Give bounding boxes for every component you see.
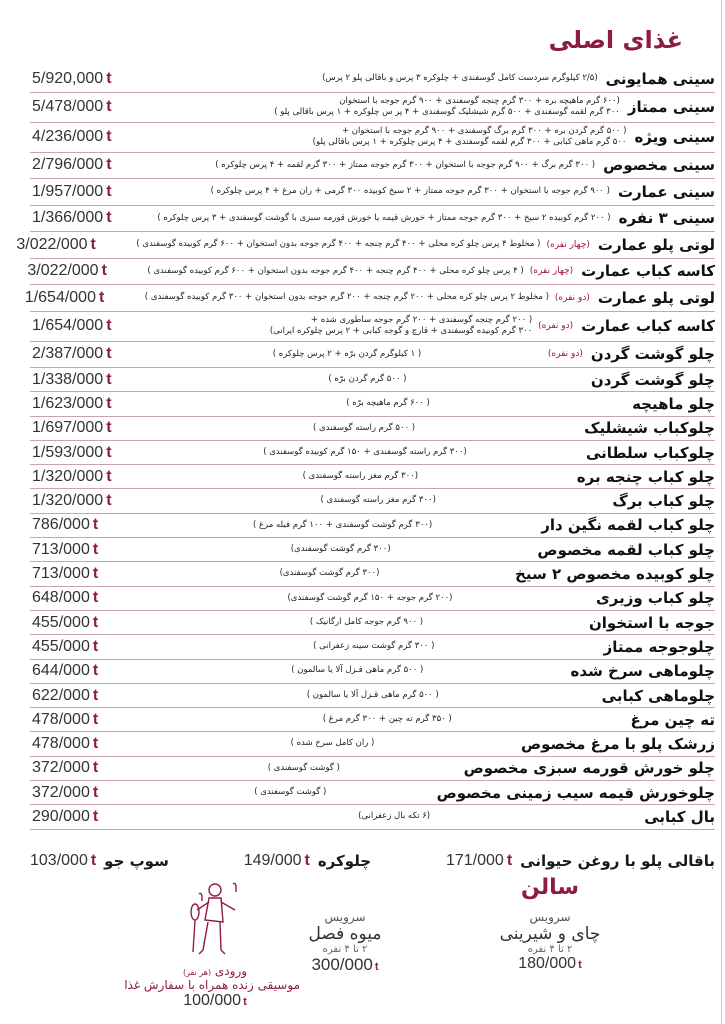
price-value: 1/320/000 — [32, 467, 104, 485]
description-line: ( مخلوط ۲ پرس چلو کره محلی + ۲۰۰ گرم چنجه + ۲۰۰ گرم جوجه بدون استخوان + ۳۰۰ گرم کوبیده گوسفندی ) — [144, 292, 549, 303]
menu-item-description — [152, 787, 429, 798]
menu-item-row — [30, 465, 715, 489]
currency-icon: t — [106, 443, 112, 461]
menu-item-name: چلو کباب برگ — [612, 492, 715, 511]
menu-item-price — [30, 468, 152, 486]
menu-item-description — [152, 690, 594, 701]
currency-icon: t — [106, 370, 112, 388]
menu-item-row — [30, 489, 715, 513]
currency-icon: t — [98, 288, 105, 306]
menu-item-description — [152, 186, 610, 197]
price-value: 455/000 — [32, 613, 90, 631]
price-value: 478/000 — [32, 735, 90, 753]
page-edge-divider — [721, 0, 722, 1024]
menu-item-description — [152, 763, 456, 774]
menu-item-name: جوجه با استخوان — [588, 613, 715, 632]
menu-item-description — [147, 266, 523, 277]
currency-icon: t — [92, 516, 99, 534]
menu-item-name: چلوماهی سرخ شده — [570, 662, 715, 681]
price-value: 1/957/000 — [32, 182, 104, 200]
menu-item-row — [30, 368, 715, 392]
description-line: (۶۰۰ گرم ماهیچه بره + ۳۰۰ گرم چنجه گوسفندی + ۹۰۰ گرم جوجه با استخوان — [339, 95, 620, 106]
menu-item-description — [152, 471, 569, 482]
entry-text: ورودی — [214, 964, 248, 978]
menu-item-price — [23, 289, 145, 307]
currency-icon: t — [92, 783, 99, 801]
tea-price-value: 180/000 — [518, 955, 577, 972]
menu-item-price — [30, 711, 152, 729]
price-value: 1/593/000 — [32, 443, 104, 461]
currency-icon: t — [106, 492, 112, 510]
description-line: (۳۰۰ گرم گوشت گوسفندی) — [290, 543, 391, 554]
menu-item-price — [30, 589, 152, 607]
price-value: 372/000 — [32, 783, 90, 801]
menu-item-name: چلو گوشت گردن — [590, 345, 715, 364]
description-line: ( ۹۰۰ گرم جوجه با استخوان + ۳۰۰ گرم جوجه ممتاز + ۲ سیخ کوبیده ۳۰۰ گرمی + ران مرغ + ۴ پرس چلوکره ) — [210, 186, 610, 197]
currency-icon: t — [106, 128, 112, 145]
fruit-service-name: میوه فصل — [308, 924, 382, 944]
menu-item-name: چلوجوجه ممتاز — [603, 637, 715, 656]
description-line: ۳۰۰ گرم لقمه گوسفندی + ۵۰۰ گرم شیشلیک گوسفندی + ۴ پر س چلوکره + ۱ پرس باقالی پلو ) — [274, 107, 620, 117]
side-dish-name: سوپ جو — [104, 852, 169, 870]
serving-size-tag: (دو نفره) — [547, 349, 583, 360]
side-dish-name: باقالی پلو با روغن حیوانی — [520, 852, 715, 870]
currency-icon: t — [92, 565, 99, 583]
menu-item-name: لوتی پلو عمارت — [597, 235, 715, 254]
price-value: 1/697/000 — [32, 419, 104, 437]
menu-item-row — [30, 514, 715, 538]
side-dish-price — [446, 852, 512, 870]
menu-item-description — [152, 374, 583, 385]
menu-item-name: سینی عمارت — [617, 182, 715, 201]
price-value: 644/000 — [32, 662, 90, 680]
currency-icon: t — [106, 345, 112, 363]
menu-item-description — [152, 617, 581, 628]
menu-item-row — [30, 684, 715, 708]
currency-icon: t — [92, 759, 99, 777]
menu-item-name: چلو کباب وزیری — [595, 589, 715, 608]
menu-item-price — [30, 395, 152, 413]
tea-service-price — [450, 955, 650, 973]
menu-item-price — [30, 209, 152, 227]
description-line: ۵۰۰ گرم ماهی کبابی + ۳۰۰ گرم لقمه گوسفندی + ۴ پرس چلوکره + ۱ پرس باقالی پلو) — [312, 137, 627, 147]
tea-service-count: ۲ تا ۴ نفره — [527, 944, 573, 955]
menu-item-description — [152, 213, 611, 224]
description-line: ( ۲۰۰ گرم چنجه گوسفندی + ۲۰۰ گرم جوجه ساطوری شده + — [310, 314, 533, 325]
currency-icon: t — [92, 662, 99, 680]
menu-item-row — [30, 417, 715, 441]
menu-item-name: لوتی پلو عمارت — [597, 288, 715, 307]
currency-icon: t — [106, 98, 112, 115]
menu-item-row — [30, 179, 715, 206]
menu-item-name: سینی ویژه — [634, 128, 715, 146]
description-line: (۲۰۰ گرم جوجه + ۱۵۰ گرم گوشت گوسفندی) — [287, 592, 453, 603]
menu-item-row — [30, 708, 715, 732]
tea-service-name: چای و شیرینی — [499, 924, 601, 944]
price-value: 1/654/000 — [32, 317, 104, 334]
serving-size-tag: (چهار نفره) — [546, 239, 590, 250]
currency-icon: t — [106, 317, 112, 334]
currency-icon: t — [92, 589, 99, 607]
menu-item-row — [30, 805, 715, 829]
description-line: ( ۵۰۰ گرم ماهی قـزل آلا یا سالمون ) — [306, 689, 439, 700]
menu-item-row — [30, 312, 715, 342]
menu-item-price — [30, 614, 152, 632]
currency-icon: t — [92, 540, 99, 558]
menu-item-description — [152, 714, 623, 725]
salon-title: سالن — [521, 875, 579, 900]
menu-item-price — [30, 759, 152, 777]
menu-item-description — [152, 73, 598, 84]
menu-item-name: چلو خورش قورمه سبزی مخصوص — [463, 759, 715, 778]
serving-size-tag: (دو نفره) — [538, 321, 574, 331]
menu-item-description — [145, 292, 549, 303]
menu-item-description — [152, 811, 636, 822]
menu-item-name: چلو ماهیچه — [632, 394, 715, 413]
section-title-main-course: غذای اصلی — [548, 26, 683, 54]
price-value: 1/366/000 — [32, 209, 104, 227]
menu-item-name: سینی ممتاز — [627, 98, 715, 116]
menu-item-row — [30, 206, 715, 233]
price-value: 372/000 — [32, 759, 90, 777]
price-value: 1/320/000 — [32, 492, 104, 510]
fruit-service-label: سرویس — [324, 910, 366, 924]
menu-item-row — [30, 123, 715, 153]
menu-item-description — [152, 520, 533, 531]
fruit-price-value: 300/000 — [311, 955, 373, 974]
menu-item-price — [30, 128, 152, 146]
menu-item-description — [136, 239, 540, 250]
description-line: ( ۵۰۰ گرم گردن بره + ۳۰۰ گرم برگ گوسفندی + ۹۰۰ گرم جوجه با استخوان + — [341, 125, 627, 136]
menu-item-row — [30, 538, 715, 562]
price-value: 149/000 — [243, 852, 302, 869]
menu-item-description — [152, 665, 563, 676]
side-dish-item — [244, 852, 371, 870]
side-dish-item — [446, 852, 715, 870]
music-price-value: 100/000 — [183, 992, 242, 1009]
price-value: 103/000 — [30, 852, 88, 869]
description-line: ( ۹۰۰ گرم جوجه کامل ارگانیک ) — [309, 616, 424, 627]
description-line: ( ۱ کیلوگرم گردن برّه + ۲ پرس چلوکره ) — [272, 348, 422, 359]
menu-item-price — [30, 541, 152, 559]
salon-tea-service — [450, 875, 650, 973]
price-value: 478/000 — [32, 710, 90, 728]
menu-item-name: چلو کباب لقمه نگین دار — [541, 516, 715, 535]
menu-item-row — [30, 660, 715, 684]
currency-icon: t — [106, 209, 112, 227]
price-value: 648/000 — [32, 589, 90, 607]
side-dish-name: چلوکره — [317, 852, 372, 870]
description-line: (۳۰۰ گرم گوشت گوسفندی + ۱۰۰ گرم فیله مرغ ) — [252, 519, 433, 530]
price-value: 171/000 — [445, 852, 504, 869]
price-value: 290/000 — [32, 807, 90, 825]
menu-item-name: سینی مخصوص — [603, 156, 715, 175]
music-entry-price — [130, 992, 300, 1010]
menu-item-name: سینی همایونی — [605, 69, 715, 88]
currency-icon: t — [92, 686, 99, 704]
currency-icon: t — [101, 262, 107, 280]
menu-item-name: چلوکباب سلطانی — [585, 443, 715, 462]
currency-icon: t — [90, 852, 97, 869]
price-value: 713/000 — [32, 565, 90, 583]
price-value: 1/338/000 — [32, 370, 104, 388]
currency-icon: t — [106, 182, 112, 200]
description-line: (۳۰۰ گرم مغز راسته گوسفندی ) — [320, 495, 436, 506]
menu-item-row — [27, 259, 715, 286]
per-person-text: (هر نفر) — [182, 968, 212, 977]
menu-item-name: سینی ۳ نفره — [618, 209, 715, 228]
side-dish-price — [30, 852, 96, 870]
menu-item-price — [30, 662, 152, 680]
menu-item-price — [30, 156, 152, 174]
price-value: 5/478/000 — [32, 98, 104, 115]
menu-item-description — [152, 423, 576, 434]
menu-item-row — [30, 757, 715, 781]
menu-item-description — [152, 568, 507, 579]
menu-item-price — [30, 492, 152, 510]
description-line: ( ۵۰۰ گرم گردن برّه ) — [328, 373, 407, 384]
side-dish-price — [244, 852, 310, 870]
menu-item-price — [30, 638, 152, 656]
menu-item-row — [24, 285, 715, 312]
tea-service-label: سرویس — [529, 910, 571, 924]
menu-item-name: کاسه کباب عمارت — [581, 317, 715, 335]
price-value: 3/022/000 — [16, 235, 88, 253]
menu-item-row — [30, 66, 715, 93]
price-value: 455/000 — [32, 637, 90, 655]
menu-item-description — [152, 315, 532, 338]
side-dishes-row — [30, 850, 715, 872]
menu-item-price — [30, 317, 152, 335]
description-line: ( ۳۰۰ گرم گوشت سینه زعفرانی ) — [313, 641, 435, 652]
menu-item-row — [30, 153, 715, 180]
menu-item-price — [30, 345, 152, 363]
currency-icon: t — [92, 613, 99, 631]
menu-item-description — [152, 738, 513, 749]
currency-icon: t — [578, 959, 582, 971]
menu-item-description — [152, 126, 626, 149]
menu-item-row — [30, 441, 715, 465]
menu-item-description — [152, 495, 604, 506]
menu-item-price — [30, 70, 152, 88]
description-line: ( ۳۰۰ گرم برگ + ۹۰۰ گرم جوجه با استخوان + ۳۰۰ گرم جوجه ممتاز + ۳۰۰ گرم لقمه + ۴ پرس چلوکره ) — [215, 159, 596, 170]
live-music-entry — [124, 880, 300, 1010]
description-line: ۳۰۰ گرم کوبیده گوسفندی + قارچ و گوجه کبابی + ۲ پرس چلوکره ایرانی) — [269, 326, 533, 336]
currency-icon: t — [92, 637, 99, 655]
serving-size-tag: (دو نفره) — [554, 292, 590, 303]
currency-icon: t — [106, 156, 112, 174]
description-line: (۳۰۰ گرم گوشت گوسفندی) — [279, 568, 380, 579]
description-line: (۳۰۰ گرم مغز راسته گوسفندی ) — [302, 471, 419, 482]
description-line: (۲/۵ کیلوگرم سردست کامل گوسفندی + چلوکره ۳ پرس و باقالی پلو ۲ پرس) — [322, 73, 598, 84]
description-line: (۳۰۰ گرم راسته گوسفندی + ۱۵۰ گرم کوبیده گوسفندی ) — [263, 446, 467, 457]
price-value: 622/000 — [32, 686, 90, 704]
menu-item-price — [30, 687, 152, 705]
description-line: (۶ تکه بال زعفرانی) — [358, 811, 431, 822]
menu-item-description — [152, 160, 595, 171]
menu-item-row — [30, 635, 715, 659]
menu-item-row — [30, 732, 715, 756]
menu-item-description — [152, 593, 588, 604]
description-line: ( ۵۰۰ گرم ماهی قـزل آلا یا سالمون ) — [291, 665, 424, 676]
currency-icon: t — [506, 852, 513, 869]
currency-icon: t — [243, 996, 247, 1008]
menu-item-row — [16, 232, 715, 259]
price-value: 2/796/000 — [32, 156, 104, 174]
menu-item-row — [30, 342, 715, 369]
price-value: 5/920,000 — [32, 69, 104, 87]
description-line: ( ۳۵۰ گرم ته چین + ۳۰۰ گرم مرغ ) — [322, 714, 452, 725]
menu-item-description — [152, 398, 624, 409]
menu-item-price — [30, 419, 152, 437]
menu-item-row — [30, 93, 715, 123]
menu-item-price — [30, 784, 152, 802]
menu-item-row — [30, 611, 715, 635]
currency-icon: t — [92, 710, 99, 728]
currency-icon: t — [90, 235, 96, 253]
menu-item-row — [30, 781, 715, 805]
menu-item-price — [30, 444, 152, 462]
menu-item-name: چلو کباب چنجه بره — [576, 467, 715, 486]
singer-illustration-icon — [175, 880, 255, 960]
currency-icon: t — [92, 735, 99, 753]
menu-item-price — [14, 236, 136, 254]
side-dish-item — [30, 852, 169, 870]
menu-item-name: زرشک پلو با مرغ مخصوص — [520, 735, 715, 754]
menu-item-row — [30, 587, 715, 611]
menu-item-description — [152, 447, 578, 458]
menu-item-name: ته چین مرغ — [630, 710, 715, 729]
description-line: ( ران کامل سرخ شده ) — [290, 738, 375, 749]
description-line: ( ۲۰۰ گرم کوبیده ۲ سیخ + ۳۰۰ گرم جوجه ممتاز + خورش قیمه یا خورش قورمه سبزی با گوشت گوسفندی + ۳ پرس چلوکره ) — [157, 212, 611, 223]
currency-icon: t — [106, 467, 112, 485]
menu-item-price — [30, 808, 152, 826]
menu-item-description — [152, 96, 620, 119]
menu-item-row — [30, 562, 715, 586]
menu-item-description — [152, 349, 542, 360]
currency-icon: t — [304, 852, 310, 869]
description-line: ( گوشت گوسفندی ) — [267, 762, 340, 773]
menu-item-price — [30, 183, 152, 201]
menu-item-name: چلو کباب لقمه مخصوص — [537, 540, 715, 559]
description-line: ( ۴ پرس چلو کره محلی + ۴۰۰ گرم چنجه + ۴۰۰ گرم جوجه بدون استخوان + ۶۰۰ گرم کوبیده گوسفندی ) — [147, 265, 524, 276]
menu-item-price — [30, 98, 152, 116]
menu-list — [16, 66, 715, 830]
menu-item-name: چلو کوبیده مخصوص ۲ سیخ — [515, 565, 715, 584]
menu-item-description — [152, 544, 529, 555]
price-value: 1/623/000 — [32, 394, 104, 412]
menu-item-price — [30, 516, 152, 534]
menu-item-price — [30, 371, 152, 389]
price-value: 4/236/000 — [32, 128, 104, 145]
menu-item-row — [30, 392, 715, 416]
price-value: 2/387/000 — [32, 345, 104, 363]
menu-item-name: چلوخورش قیمه سیب زمینی مخصوص — [436, 783, 715, 802]
description-line: ( ۶۰۰ گرم ماهیچه برّه ) — [346, 398, 430, 409]
menu-item-price — [30, 565, 152, 583]
currency-icon: t — [106, 69, 112, 87]
menu-item-name: بال کبابی — [644, 807, 715, 826]
currency-icon: t — [106, 419, 112, 437]
fruit-service-price — [295, 955, 395, 975]
currency-icon: t — [106, 394, 112, 412]
price-value: 1/654/000 — [24, 288, 96, 306]
description-line: ( ۵۰۰ گرم راسته گوسفندی ) — [313, 422, 416, 433]
serving-size-tag: (چهار نفره) — [529, 266, 574, 277]
currency-icon: t — [92, 807, 99, 825]
menu-item-price — [25, 262, 147, 280]
music-entry-label — [130, 964, 300, 978]
price-value: 786/000 — [32, 516, 90, 534]
description-line: ( مخلوط ۴ پرس چلو کره محلی + ۴۰۰ گرم چنجه + ۴۰۰ گرم جوجه بدون استخوان + ۶۰۰ گرم کوبیده گوسفندی ) — [136, 239, 541, 250]
salon-fruit-service — [295, 910, 395, 975]
menu-item-name: چلوکباب شیشلیک — [584, 419, 715, 438]
music-desc: موسیقی زنده همراه با سفارش غذا — [124, 978, 300, 992]
menu-item-name: چلو گوشت گردن — [590, 370, 715, 389]
menu-item-description — [152, 641, 596, 652]
menu-item-price — [30, 735, 152, 753]
menu-item-name: کاسه کباب عمارت — [581, 262, 715, 281]
price-value: 713/000 — [32, 540, 90, 558]
currency-icon: t — [374, 961, 379, 973]
fruit-service-count: ۲ تا ۴ نفره — [322, 944, 368, 955]
menu-item-name: چلوماهی کبابی — [601, 686, 715, 705]
price-value: 3/022/000 — [27, 262, 99, 280]
description-line: ( گوشت گوسفندی ) — [254, 786, 327, 797]
